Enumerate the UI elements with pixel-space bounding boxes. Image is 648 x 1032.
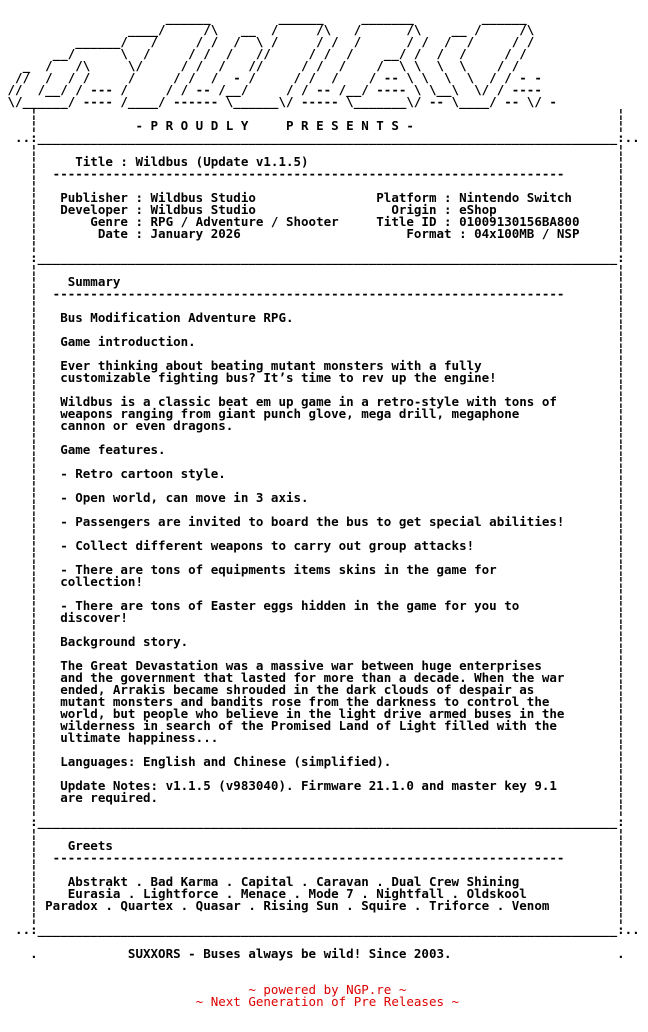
ascii-logo-line: \/______/ ---- /____/ ------ \______\/ ----- \_______\/ -- \____/ -- \/ - (0, 94, 557, 109)
frame-rule-line: ..:_____________________________________________________________________________:.. (0, 130, 640, 145)
nfo-text-line: ¦ Title : Wildbus (Update v1.1.5) ¦ (0, 154, 625, 169)
nfo-text-line: ¦ Game features. ¦ (0, 442, 625, 457)
nfo-text-line: ¦ Wildbus is a classic beat em up game in a retro-style with tons of ¦ (0, 394, 625, 409)
ascii-logo-line: // / / / / / / / - / / / / / -- \ \ \ \ / / - - (0, 70, 542, 85)
nfo-text-line: ¦ Greets ¦ (0, 838, 625, 853)
frame-border-line: ¦ ¦ (0, 106, 625, 121)
section-underline: ¦ -------------------------------------------------------------------- ¦ (0, 286, 625, 301)
blank-line (0, 960, 648, 972)
nfo-text-line: ¦ - There are tons of Easter eggs hidden in the game for you to ¦ (0, 598, 625, 613)
frame-border-line: ¦ ¦ (0, 862, 625, 877)
nfo-text-line: ¦ Background story. ¦ (0, 634, 625, 649)
nfo-text-line: ¦ Bus Modification Adventure RPG. ¦ (0, 310, 625, 325)
nfo-text-line: ¦ discover! ¦ (0, 610, 625, 625)
nfo-text-line: ¦ Languages: English and Chinese (simplified). ¦ (0, 754, 625, 769)
frame-border-line: ¦ ¦ (0, 382, 625, 397)
ascii-logo-line: ____/ /\ __ / /\ / /\ __ / /\ (0, 22, 535, 37)
frame-border-line: ¦ ¦ (0, 826, 625, 841)
section-underline: ¦ -------------------------------------------------------------------- ¦ (0, 850, 625, 865)
nfo-text-line: ¦ collection! ¦ (0, 574, 625, 589)
nfo-text-line: ¦ customizable fighting bus? It’s time to rev up the engine! ¦ (0, 370, 625, 385)
nfo-text-line: ¦ Date : January 2026 Format : 04x100MB / NSP ¦ (0, 226, 625, 241)
section-underline: ¦ -------------------------------------------------------------------- ¦ (0, 166, 625, 181)
frame-border-line: ¦ ¦ (0, 322, 625, 337)
frame-border-line: ¦ ¦ (0, 586, 625, 601)
nfo-text-line: ¦ wilderness in search of the Promised Land of Light filled with the ¦ (0, 718, 625, 733)
nfo-text-line: ¦ Genre : RPG / Adventure / Shooter Title ID : 01009130156BA800 ¦ (0, 214, 625, 229)
nfo-text-line: ¦ Abstrakt . Bad Karma . Capital . Caravan . Dual Crew Shining ¦ (0, 874, 625, 889)
frame-border-line: ¦ ¦ (0, 550, 625, 565)
frame-border-line: ¦ ¦ (0, 430, 625, 445)
nfo-text-line: ¦ - Open world, can move in 3 axis. ¦ (0, 490, 625, 505)
nfo-text-line: ¦ Game introduction. ¦ (0, 334, 625, 349)
frame-border-line: ¦ ¦ (0, 766, 625, 781)
nfo-text-line: ¦ Publisher : Wildbus Studio Platform : Nintendo Switch ¦ (0, 190, 625, 205)
ascii-logo-line: ______ ______ _______ ______ (0, 10, 527, 25)
frame-border-line: ¦ ¦ (0, 742, 625, 757)
nfo-text-line: ¦ Developer : Wildbus Studio Origin : eShop ¦ (0, 202, 625, 217)
nfo-text-line: ¦ - There are tons of equipments items skins in the game for ¦ (0, 562, 625, 577)
frame-border-line: ¦ ¦ (0, 910, 625, 925)
frame-border-line: ¦ ¦ (0, 526, 625, 541)
nfo-text-line: ¦ and the government that lasted for more than a decade. When the war ¦ (0, 670, 625, 685)
nfo-text-line: ¦ Update Notes: v1.1.5 (v983040). Firmware 21.1.0 and master key 9.1 ¦ (0, 778, 625, 793)
frame-border-line: ¦ ¦ (0, 802, 625, 817)
nfo-text-line: ¦ Eurasia . Lightforce . Menace . Mode 7 . Nightfall . Oldskool ¦ (0, 886, 625, 901)
nfo-text-line: ¦ weapons ranging from giant punch glove, mega drill, megaphone ¦ (0, 406, 625, 421)
ascii-logo-line: ______/ / / / / \ / / / / / / / / / / (0, 34, 535, 49)
frame-border-line: ¦ ¦ (0, 646, 625, 661)
frame-rule-line: :_____________________________________________________________________________: (0, 814, 625, 829)
nfo-text-line: ¦ Ever thinking about beating mutant monsters with a fully ¦ (0, 358, 625, 373)
footer-tagline-line: . SUXXORS - Buses always be wild! Since 2003. . (0, 946, 625, 961)
blank-line (0, 1008, 648, 1020)
frame-border-line: ¦ ¦ (0, 478, 625, 493)
blank-line (0, 1020, 648, 1032)
nfo-text-line: ¦ ultimate happiness... ¦ (0, 730, 625, 745)
nfo-text-line: ¦ Summary ¦ (0, 274, 625, 289)
frame-rule-line: ..:_____________________________________________________________________________:.. (0, 922, 640, 937)
nfo-text-line: ¦ ended, Arrakis became shrouded in the dark clouds of despair as ¦ (0, 682, 625, 697)
nfo-text-line: ¦ cannon or even dragons. ¦ (0, 418, 625, 433)
footer-red-line: ~ Next Generation of Pre Releases ~ (0, 994, 460, 1009)
frame-border-line: ¦ ¦ (0, 298, 625, 313)
nfo-text-line: ¦ - P R O U D L Y P R E S E N T S - ¦ (0, 118, 625, 133)
footer-red-line: ~ powered by NGP.re ~ (0, 982, 407, 997)
frame-border-line: ¦ ¦ (0, 178, 625, 193)
nfo-text-line: ¦ world, but people who believe in the light drive armed buses in the ¦ (0, 706, 625, 721)
ascii-logo-line: _ / /\ \/ / / / // / / / / \ \ \ \ / / (0, 58, 520, 73)
ascii-logo-line: // /__/ / --- / / / -- /__/ / / -- /__/ ---- \ \__\ \/ / ---- (0, 82, 542, 97)
nfo-text-line: ¦ The Great Devastation was a massive war between huge enterprises ¦ (0, 658, 625, 673)
nfo-text-line: ¦ mutant monsters and bandits rose from the darkness to control the ¦ (0, 694, 625, 709)
nfo-text-line: ¦ are required. ¦ (0, 790, 625, 805)
nfo-text-line: ¦ - Passengers are invited to board the bus to get special abilities! ¦ (0, 514, 625, 529)
nfo-text-line: ¦ - Retro cartoon style. ¦ (0, 466, 625, 481)
frame-border-line: ¦ ¦ (0, 346, 625, 361)
nfo-text-line: ¦ - Collect different weapons to carry out group attacks! ¦ (0, 538, 625, 553)
frame-border-line: ¦ ¦ (0, 622, 625, 637)
nfo-text-line: ¦ Paradox . Quartex . Quasar . Rising Sun . Squire . Triforce . Venom ¦ (0, 898, 625, 913)
ascii-logo-line: __/ \ / / / / // / / / __/ / / / / / (0, 46, 527, 61)
frame-border-line: ¦ ¦ (0, 142, 625, 157)
frame-rule-line: :_____________________________________________________________________________: (0, 250, 625, 265)
frame-border-line: ¦ ¦ (0, 502, 625, 517)
frame-border-line: ¦ ¦ (0, 238, 625, 253)
frame-border-line: ¦ ¦ (0, 454, 625, 469)
frame-border-line: ¦ ¦ (0, 262, 625, 277)
